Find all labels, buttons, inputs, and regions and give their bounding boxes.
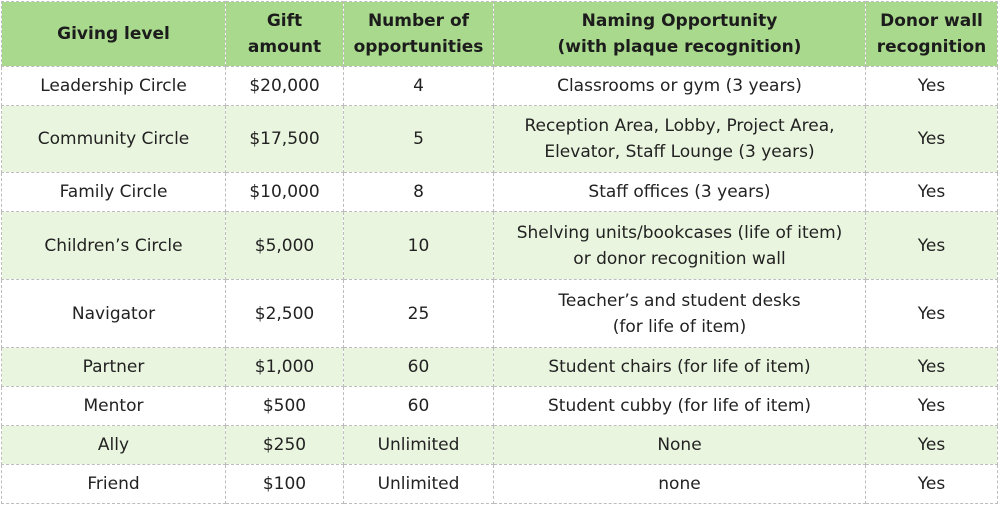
cell-gift-amount: $2,500 — [226, 280, 344, 348]
cell-giving-level: Leadership Circle — [2, 67, 226, 106]
table-row — [2, 426, 998, 465]
cell-gift-amount: $250 — [226, 426, 344, 465]
cell-naming-opportunity: Teacher’s and student desks (for life of item) — [494, 280, 866, 348]
cell-donor-wall: Yes — [866, 348, 998, 387]
cell-giving-level: Partner — [2, 348, 226, 387]
cell-gift-amount: $10,000 — [226, 173, 344, 212]
table-row — [2, 280, 998, 348]
cell-opportunities: Unlimited — [344, 465, 494, 504]
cell-naming-opportunity: Student chairs (for life of item) — [494, 348, 866, 387]
cell-donor-wall: Yes — [866, 465, 998, 504]
header-gift-amount: Gift amount — [226, 2, 344, 67]
cell-donor-wall: Yes — [866, 387, 998, 426]
cell-donor-wall: Yes — [866, 426, 998, 465]
table-header — [2, 2, 998, 67]
cell-opportunities: 4 — [344, 67, 494, 106]
table-row — [2, 212, 998, 280]
cell-giving-level: Family Circle — [2, 173, 226, 212]
header-naming-opportunity: Naming Opportunity (with plaque recognition) — [494, 2, 866, 67]
cell-gift-amount: $500 — [226, 387, 344, 426]
cell-naming-opportunity: Student cubby (for life of item) — [494, 387, 866, 426]
header-giving-level: Giving level — [2, 2, 226, 67]
cell-giving-level: Community Circle — [2, 106, 226, 173]
cell-giving-level: Navigator — [2, 280, 226, 348]
cell-naming-opportunity: Shelving units/bookcases (life of item) or donor recognition wall — [494, 212, 866, 280]
cell-naming-opportunity: Staff offices (3 years) — [494, 173, 866, 212]
cell-donor-wall: Yes — [866, 280, 998, 348]
cell-donor-wall: Yes — [866, 106, 998, 173]
giving-levels-table — [1, 1, 998, 504]
table-row — [2, 67, 998, 106]
cell-opportunities: 8 — [344, 173, 494, 212]
cell-giving-level: Ally — [2, 426, 226, 465]
cell-donor-wall: Yes — [866, 67, 998, 106]
cell-naming-opportunity: Reception Area, Lobby, Project Area, Elevator, Staff Lounge (3 years) — [494, 106, 866, 173]
cell-opportunities: 25 — [344, 280, 494, 348]
cell-opportunities: 5 — [344, 106, 494, 173]
table-row — [2, 106, 998, 173]
cell-gift-amount: $100 — [226, 465, 344, 504]
cell-donor-wall: Yes — [866, 173, 998, 212]
cell-naming-opportunity: None — [494, 426, 866, 465]
table-row — [2, 173, 998, 212]
cell-opportunities: 60 — [344, 387, 494, 426]
header-number-of-opportunities: Number of opportunities — [344, 2, 494, 67]
cell-opportunities: Unlimited — [344, 426, 494, 465]
header-row — [2, 2, 998, 67]
cell-giving-level: Mentor — [2, 387, 226, 426]
cell-gift-amount: $17,500 — [226, 106, 344, 173]
cell-giving-level: Friend — [2, 465, 226, 504]
cell-donor-wall: Yes — [866, 212, 998, 280]
cell-gift-amount: $1,000 — [226, 348, 344, 387]
cell-naming-opportunity: Classrooms or gym (3 years) — [494, 67, 866, 106]
table-row — [2, 387, 998, 426]
table-row — [2, 465, 998, 504]
cell-giving-level: Children’s Circle — [2, 212, 226, 280]
cell-naming-opportunity: none — [494, 465, 866, 504]
table-body — [2, 67, 998, 504]
cell-opportunities: 10 — [344, 212, 494, 280]
header-donor-wall-recognition: Donor wall recognition — [866, 2, 998, 67]
table-row — [2, 348, 998, 387]
cell-opportunities: 60 — [344, 348, 494, 387]
cell-gift-amount: $5,000 — [226, 212, 344, 280]
cell-gift-amount: $20,000 — [226, 67, 344, 106]
